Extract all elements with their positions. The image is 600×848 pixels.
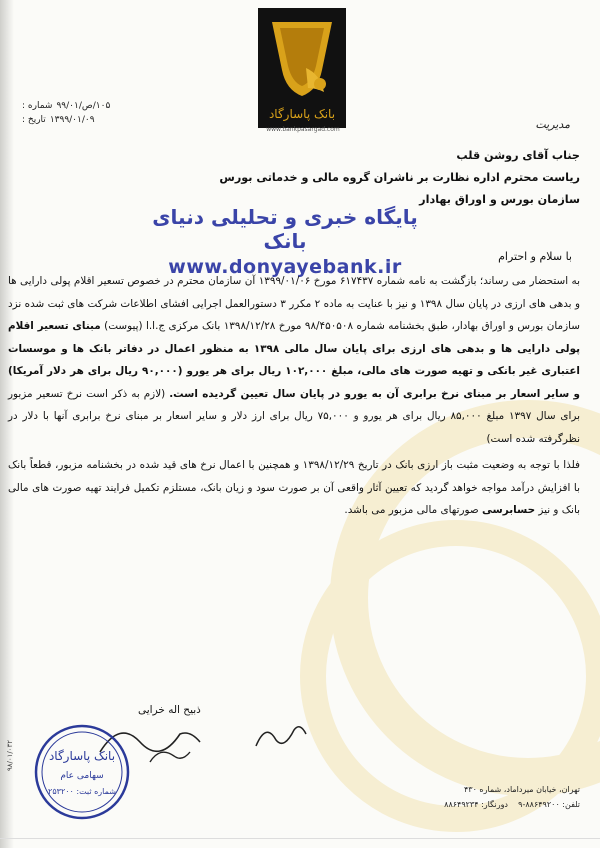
fax-label: دورنگار: [481,800,508,809]
logo-bank-name: بانک پاسارگاد [268,107,336,121]
body-text: به استحضار می رساند؛ بازگشت به نامه شماره ۶۱۷۴۳۷ مورخ ۱۳۹۹/۰۱/۰۶ آن سازمان محترم در خصوص تسعیر اقلام پولی دارایی ها و بدهی های ارزی در پایان سال ۱۳۹۸ و نیز با عنایت به ماده ۲ مکرر ۳ دستورالعمل اجرایی افشای اطلاعات شرکت های ثبت شده نزد سازمان بورس و اوراق بهادار، طبق بخشنامه شماره ۹۸/۴۵۰۵۰۸ مورخ ۱۳۹۸/۱۲/۲۸ بانک مرکزی ج.ا.ا (پیوست) [8,275,580,332]
fax-value: ۸۸۶۴۹۲۳۴ [444,800,479,809]
body-paragraph [8,270,580,450]
body-text: (لازم به ذکر است نرخ تسعیر مزبور برای سال ۱۳۹۷ مبلغ ۸۵,۰۰۰ ریال برای هر یورو و ۷۵,۰۰۰ ریال برای ارز دلار و سایر اسعار بر مبنای نرخ برابری آنها با دلار در نظرگرفته شده است) [8,387,580,445]
reference-block [22,100,132,128]
footer-address-block [420,782,580,812]
footer-contacts [420,797,580,812]
body-emphasis: حسابرسی [482,504,536,516]
bank-website: www.bankpasargad.com [266,126,340,133]
watermark-url: www.donyayebank.ir [168,256,402,278]
body-emphasis: مبنای تسعیر اقلام پولی دارایی ها و بدهی های ارزی برای پایان سال مالی ۱۳۹۸ به منظور اعمال در دفاتر بانک ها و موسسات اعتباری غیر بانکی و تهیه صورت های مالی، مبلغ ۱۰۲,۰۰۰ ریال برای هر یورو (۹۰,۰۰۰ ریال برای هر دلار آمریکا) و سایر اسعار بر مبنای نرخ برابری آن به یورو در پایان سال تعیین گردیده است. [8,320,580,400]
number-value: ۱۰۵/ص/۹۹/۰۱ [56,101,111,111]
greeting: با سلام و احترام [498,250,572,263]
date-label: تاریخ : [22,114,46,125]
body-text: فلذا با توجه به وضعیت مثبت باز ارزی بانک در تاریخ ۱۳۹۸/۱۲/۲۹ و همچنین با اعمال نرخ های قید شده در بخشنامه مزبور، قطعاً بانک با افزایش درآمد مواجه خواهد گردید که تعیین آثار واقعی آن بر صورت سود و زیان بانک، مستلزم تکمیل فرایند تهیه صورت های مالی بانک و نیز [8,459,580,516]
recipient-block [20,145,580,211]
body-paragraph [8,454,580,522]
body-text: صورتهای مالی مزبور می باشد. [344,504,482,516]
initial-scribble [250,716,310,756]
page-bottom-rule [0,838,600,839]
form-code: ۹۸/۰۱/۰۳۲ [6,740,14,772]
recipient-name: جناب آقای روشن قلب [456,149,580,162]
date-value: ۱۳۹۹/۰۱/۰۹ [49,114,95,125]
phone-label: تلفن: [562,800,580,809]
phone-value: ۸۸۶۴۹۲۰۰-۹ [518,800,560,809]
news-site-watermark [150,205,420,278]
bank-logo [258,8,346,128]
department-label: مدیریت [535,118,570,131]
footer-address: تهران، خیابان میرداماد، شماره ۴۳۰ [464,785,580,794]
signer-name: ذبیح اله خرایی [138,704,201,716]
watermark-title: پایگاه خبری و تحلیلی دنیای بانک [152,205,418,253]
stamp-registration: شماره ثبت: ۲۵۳۲۰۰ [48,787,116,796]
letter-body [8,270,580,522]
recipient-title: ریاست محترم اداره نظارت بر ناشران گروه مالی و خدماتی بورس [219,171,580,184]
number-label: شماره : [22,101,53,111]
recipient-organization: سازمان بورس و اوراق بهادار [419,193,580,206]
stamp-company-type: سهامی عام [60,771,104,781]
company-stamp [32,722,132,822]
stamp-bank-name: بانک پاسارگاد [48,749,116,763]
